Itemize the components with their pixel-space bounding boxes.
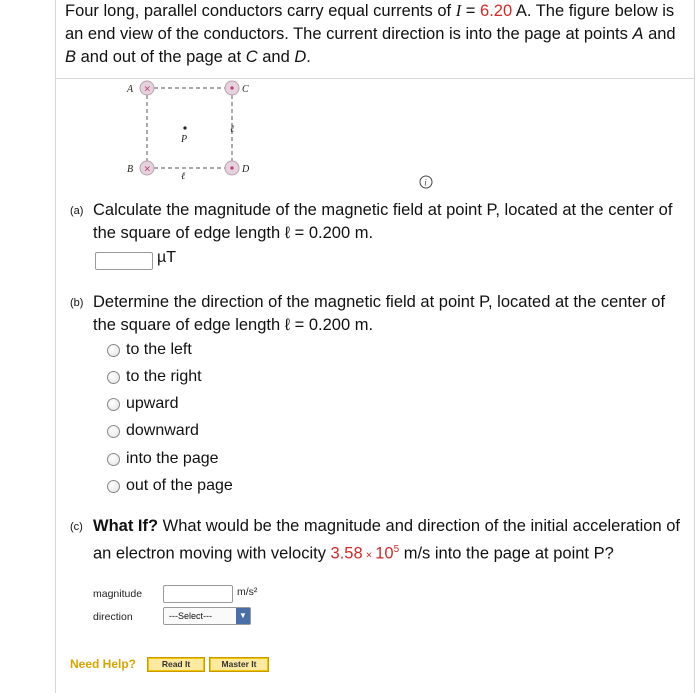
what-if-label: What If? [93, 517, 159, 535]
conductor-a-into-icon [140, 81, 154, 95]
conductor-d-out-icon [225, 161, 239, 175]
part-a-unit: µT [157, 249, 176, 266]
chevron-down-icon: ▼ [236, 608, 250, 624]
direction-label: direction [93, 611, 133, 623]
label-c: C [242, 84, 249, 95]
label-edge-bottom: ℓ [181, 171, 186, 180]
conductor-figure [118, 80, 268, 180]
point-p-dot [183, 126, 186, 129]
read-it-button[interactable]: Read It [147, 657, 205, 672]
svg-text:×: × [143, 164, 152, 175]
part-a [70, 199, 680, 242]
label-a: A [127, 84, 134, 95]
current-value: 6.20 [480, 2, 513, 20]
label-b: B [127, 164, 134, 175]
info-icon[interactable] [419, 175, 433, 189]
problem-statement: Four long, parallel conductors carry equal currents of I = 6.20 A. The figure below is an end view of the conductors. The current direction is into the page at points A and B and out of the page at C and D. [65, 1, 676, 66]
part-b-question: Determine the direction of the magnetic field at point P, located at the center of the square of edge length ℓ = 0.200 m. [93, 293, 666, 334]
conductor-c-out-icon [225, 81, 239, 95]
part-c-tag: (c) [70, 521, 83, 533]
part-a-answer-input[interactable] [95, 252, 153, 270]
label-d: D [242, 164, 250, 175]
magnitude-unit: m/s² [237, 586, 258, 598]
need-help-label: Need Help? [70, 657, 137, 671]
conductor-b-into-icon [140, 161, 154, 175]
velocity-value: 3.58 [330, 544, 363, 563]
radio-left[interactable] [107, 344, 120, 357]
part-c [70, 515, 680, 563]
option-upward[interactable]: upward [107, 394, 178, 414]
magnitude-input[interactable] [163, 585, 233, 603]
master-it-button[interactable]: Master It [209, 657, 269, 672]
magnitude-label: magnitude [93, 588, 143, 600]
option-right[interactable]: to the right [107, 367, 202, 387]
option-out-of-page[interactable]: out of the page [107, 476, 233, 496]
option-left[interactable]: to the left [107, 340, 192, 360]
divider [55, 78, 695, 79]
label-edge-right: ℓ [230, 124, 235, 135]
option-into-page[interactable]: into the page [107, 449, 219, 469]
radio-upward[interactable] [107, 398, 120, 411]
svg-text:×: × [143, 84, 152, 95]
part-b [70, 291, 680, 334]
part-a-question: Calculate the magnitude of the magnetic field at point P, located at the center of the square of edge length ℓ = 0.200 m. [93, 201, 673, 242]
direction-select[interactable]: ---Select--- ▼ [163, 607, 251, 625]
radio-downward[interactable] [107, 425, 120, 438]
radio-right[interactable] [107, 371, 120, 384]
part-a-tag: (a) [70, 205, 84, 217]
part-c-question: What If? What would be the magnitude and direction of the initial acceleration of an electron moving with velocity $3.58 \times 10^5$ m/s into the page at point P? [93, 517, 680, 563]
radio-into-page[interactable] [107, 453, 120, 466]
option-downward[interactable]: downward [107, 421, 199, 441]
radio-out-of-page[interactable] [107, 480, 120, 493]
label-p: P [181, 134, 188, 145]
part-b-tag: (b) [70, 297, 84, 309]
svg-text:i: i [424, 177, 427, 188]
